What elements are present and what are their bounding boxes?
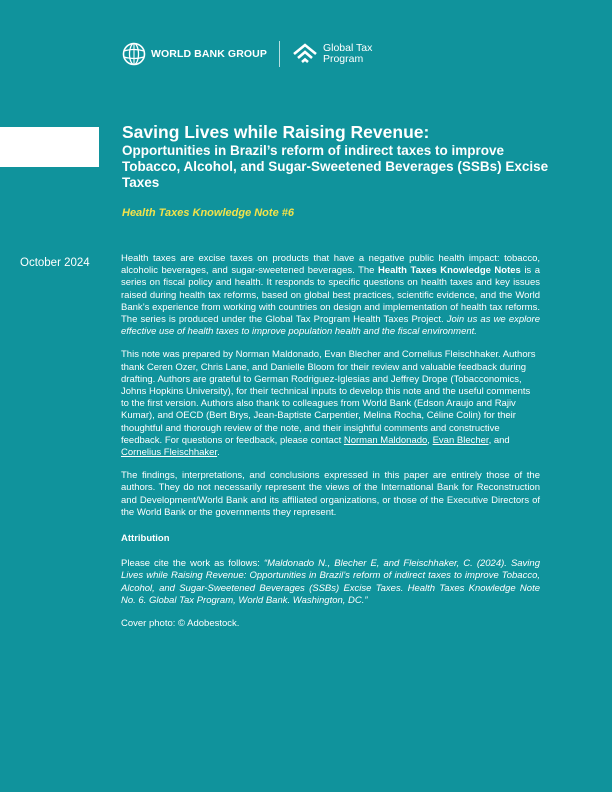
- gtp-line-1: Global Tax: [322, 42, 373, 54]
- body-text: [121, 253, 540, 641]
- global-tax-program-icon: [292, 43, 318, 65]
- publication-date: October 2024: [20, 257, 90, 269]
- world-bank-logo-text: WORLD BANK GROUP: [151, 48, 267, 60]
- authors-end: .: [217, 447, 220, 459]
- citation-lead: Please cite the work as follows:: [121, 558, 264, 570]
- authors-paragraph: [121, 349, 540, 459]
- intro-text-2: is a series on fiscal policy and health. It responds to specific questions on health taxes and key issues raised during health tax reforms, based on global best practices, scientific evidence, and the World Bank’s experience from working with countries on design and implementation of health tax reforms. The series is produced under the Global Tax Program Health Taxes Project.: [121, 265, 540, 326]
- authors-sep-2: , and: [488, 434, 510, 446]
- intro-bold: Health Taxes Knowledge Notes: [377, 265, 521, 277]
- citation-paragraph: [121, 558, 540, 607]
- intro-italic: Join us as we explore effective use of health taxes to improve population health and the fiscal environment.: [121, 314, 540, 338]
- citation-text: “Maldonado N., Blecher E, and Fleischhaker, C. (2024). Saving Lives while Raising Revenue: Opportunities in Brazil’s reform of indirect taxes to improve Tobacco, Alcohol, and Sugar-Sweetened Beverages (SSBs) Excise Taxes. Health Taxes Knowledge Note No. 6. Global Tax Program, World Bank. Washington, DC.”: [121, 558, 540, 606]
- author-link-blecher[interactable]: Evan Blecher: [432, 434, 489, 446]
- attribution-heading: Attribution: [121, 533, 170, 545]
- note-number: Health Taxes Knowledge Note #6: [122, 207, 294, 219]
- gtp-line-2: Program: [322, 53, 364, 65]
- authors-text: This note was prepared by Norman Maldonado, Evan Blecher and Cornelius Fleischhaker. Authors thank Ceren Ozer, Chris Lane, and Danielle Bloom for their review and valuable feedback during drafting. Authors are grateful to German Rodriguez-Iglesias and Jeffrey Drope (Tobacconomics, Johns Hopkins University), for their technical inputs to develop this note and the useful comments to the first version. Authors also thank to colleagues from World Bank (Edson Araujo and Rajiv Kumar), and OECD (Bert Brys, Jean-Baptiste Carpentier, Melina Rocha, Céline Colin) for their thoughtful and thorough review of the note, and their insightful comments and constructive feedback. For questions or feedback, please contact: [121, 349, 536, 446]
- author-link-maldonado[interactable]: Norman Maldonado: [343, 434, 428, 446]
- authors-sep-1: ,: [427, 434, 433, 446]
- page-title: Saving Lives while Raising Revenue:: [122, 122, 430, 142]
- title-block: [122, 122, 562, 191]
- decorative-white-bar: [0, 127, 99, 167]
- logo-divider: [279, 41, 280, 67]
- cover-photo-credit: Cover photo: © Adobestock.: [121, 618, 240, 630]
- author-link-fleischhaker[interactable]: Cornelius Fleischhaker: [121, 447, 218, 459]
- intro-text-1: Health taxes are excise taxes on products that have a negative public health impact: tobacco, alcoholic beverages, and sugar-sweetened beverages. The: [121, 253, 540, 277]
- disclaimer-paragraph: The findings, interpretations, and conclusions expressed in this paper are entirely those of the authors. They do not necessarily represent the views of the International Bank for Reconstruction and Development/World Bank and its affiliated organizations, or those of the Executive Directors of the World Bank or the governments they represent.: [121, 470, 540, 518]
- global-tax-program-logo-text: [323, 43, 372, 65]
- header-logos: [122, 40, 372, 68]
- page-subtitle: Opportunities in Brazil’s reform of indirect taxes to improve Tobacco, Alcohol, and Sugar-Sweetened Beverages (SSBs) Excise Taxes: [122, 143, 549, 190]
- world-bank-globe-icon: [122, 42, 146, 66]
- intro-paragraph: [121, 253, 540, 338]
